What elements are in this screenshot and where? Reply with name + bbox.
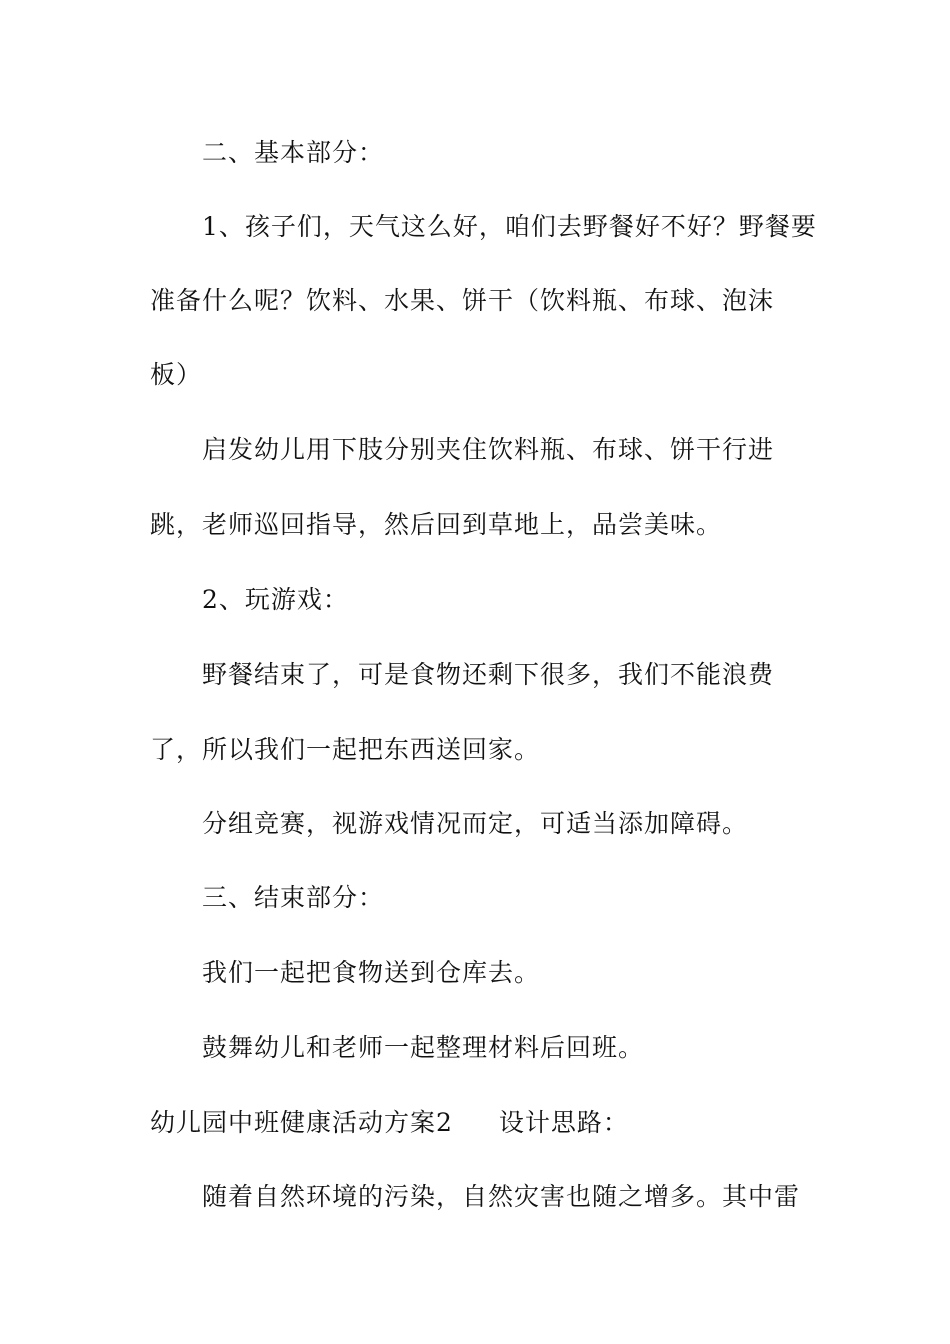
paragraph-line: 我们一起把食物送到仓库去。 bbox=[202, 958, 541, 987]
paragraph-line: 1、孩子们，天气这么好，咱们去野餐好不好？野餐要 bbox=[202, 212, 817, 241]
paragraph-line: 随着自然环境的污染，自然灾害也随之增多。其中雷 bbox=[202, 1182, 801, 1211]
heading-ending-part: 三、结束部分： bbox=[202, 883, 385, 912]
paragraph-line: 鼓舞幼儿和老师一起整理材料后回班。 bbox=[202, 1033, 645, 1062]
paragraph-line: 准备什么呢？饮料、水果、饼干（饮料瓶、布球、泡沫 bbox=[150, 286, 775, 315]
section-subtitle: 设计思路： bbox=[498, 1108, 629, 1137]
paragraph-line: 启发幼儿用下肢分别夹住饮料瓶、布球、饼干行进 bbox=[202, 435, 775, 464]
heading-basic-part: 二、基本部分： bbox=[202, 138, 385, 167]
section-heading-row bbox=[150, 1108, 629, 1138]
paragraph-line: 了，所以我们一起把东西送回家。 bbox=[150, 735, 541, 764]
paragraph-line: 板） bbox=[150, 360, 203, 389]
paragraph-line: 分组竞赛，视游戏情况而定，可适当添加障碍。 bbox=[202, 809, 749, 838]
paragraph-line: 野餐结束了，可是食物还剩下很多，我们不能浪费 bbox=[202, 660, 775, 689]
paragraph-line: 跳，老师巡回指导，然后回到草地上，品尝美味。 bbox=[150, 510, 723, 539]
section-title: 幼儿园中班健康活动方案2 bbox=[150, 1108, 453, 1137]
subheading-play-game: 2、玩游戏： bbox=[202, 585, 349, 614]
